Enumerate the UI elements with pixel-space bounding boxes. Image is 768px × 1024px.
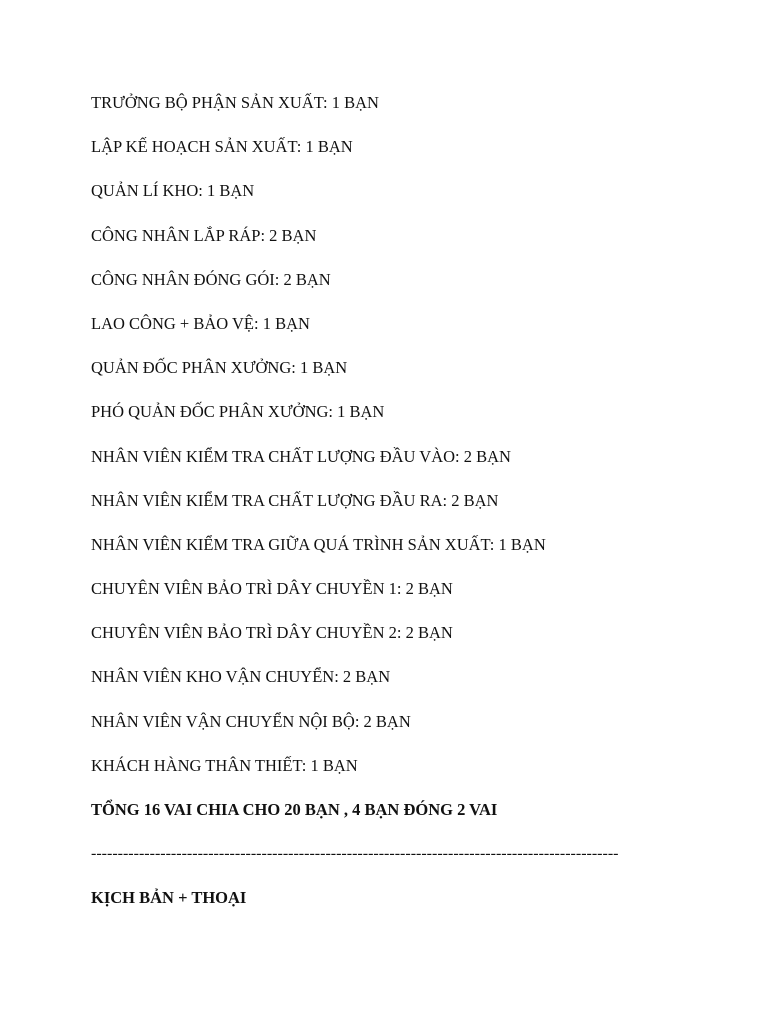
divider-line: ---------------------------------------------------------------------------------------------------: [91, 845, 619, 863]
role-line: NHÂN VIÊN VẬN CHUYỂN NỘI BỘ: 2 BẠN: [91, 711, 411, 731]
role-line: NHÂN VIÊN KIỂM TRA CHẤT LƯỢNG ĐẦU RA: 2 BẠN: [91, 490, 499, 510]
section-heading: KỊCH BẢN + THOẠI: [91, 888, 247, 908]
role-line: NHÂN VIÊN KIỂM TRA CHẤT LƯỢNG ĐẦU VÀO: 2 BẠN: [91, 446, 511, 466]
role-line: TRƯỞNG BỘ PHẬN SẢN XUẤT: 1 BẠN: [91, 93, 379, 112]
role-line: LẬP KẾ HOẠCH SẢN XUẤT: 1 BẠN: [91, 137, 353, 157]
role-line: CHUYÊN VIÊN BẢO TRÌ DÂY CHUYỀN 2: 2 BẠN: [91, 623, 453, 643]
role-line: NHÂN VIÊN KHO VẬN CHUYỂN: 2 BẠN: [91, 667, 391, 687]
summary-line: TỔNG 16 VAI CHIA CHO 20 BẠN , 4 BẠN ĐÓNG 2 VAI: [91, 800, 498, 819]
role-line: CHUYÊN VIÊN BẢO TRÌ DÂY CHUYỀN 1: 2 BẠN: [91, 579, 453, 599]
role-line: QUẢN ĐỐC PHÂN XƯỞNG: 1 BẠN: [91, 358, 348, 378]
role-line: QUẢN LÍ KHO: 1 BẠN: [91, 181, 255, 201]
role-line: PHÓ QUẢN ĐỐC PHÂN XƯỞNG: 1 BẠN: [91, 402, 385, 422]
role-line: CÔNG NHÂN LẮP RÁP: 2 BẠN: [91, 225, 317, 245]
role-line: CÔNG NHÂN ĐÓNG GÓI: 2 BẠN: [91, 269, 331, 289]
role-line: NHÂN VIÊN KIỂM TRA GIỮA QUÁ TRÌNH SẢN XUẤT: 1 BẠN: [91, 534, 546, 554]
role-line: LAO CÔNG + BẢO VỆ: 1 BẠN: [91, 313, 310, 333]
role-line: KHÁCH HÀNG THÂN THIẾT: 1 BẠN: [91, 755, 358, 775]
document-body: [91, 93, 711, 932]
